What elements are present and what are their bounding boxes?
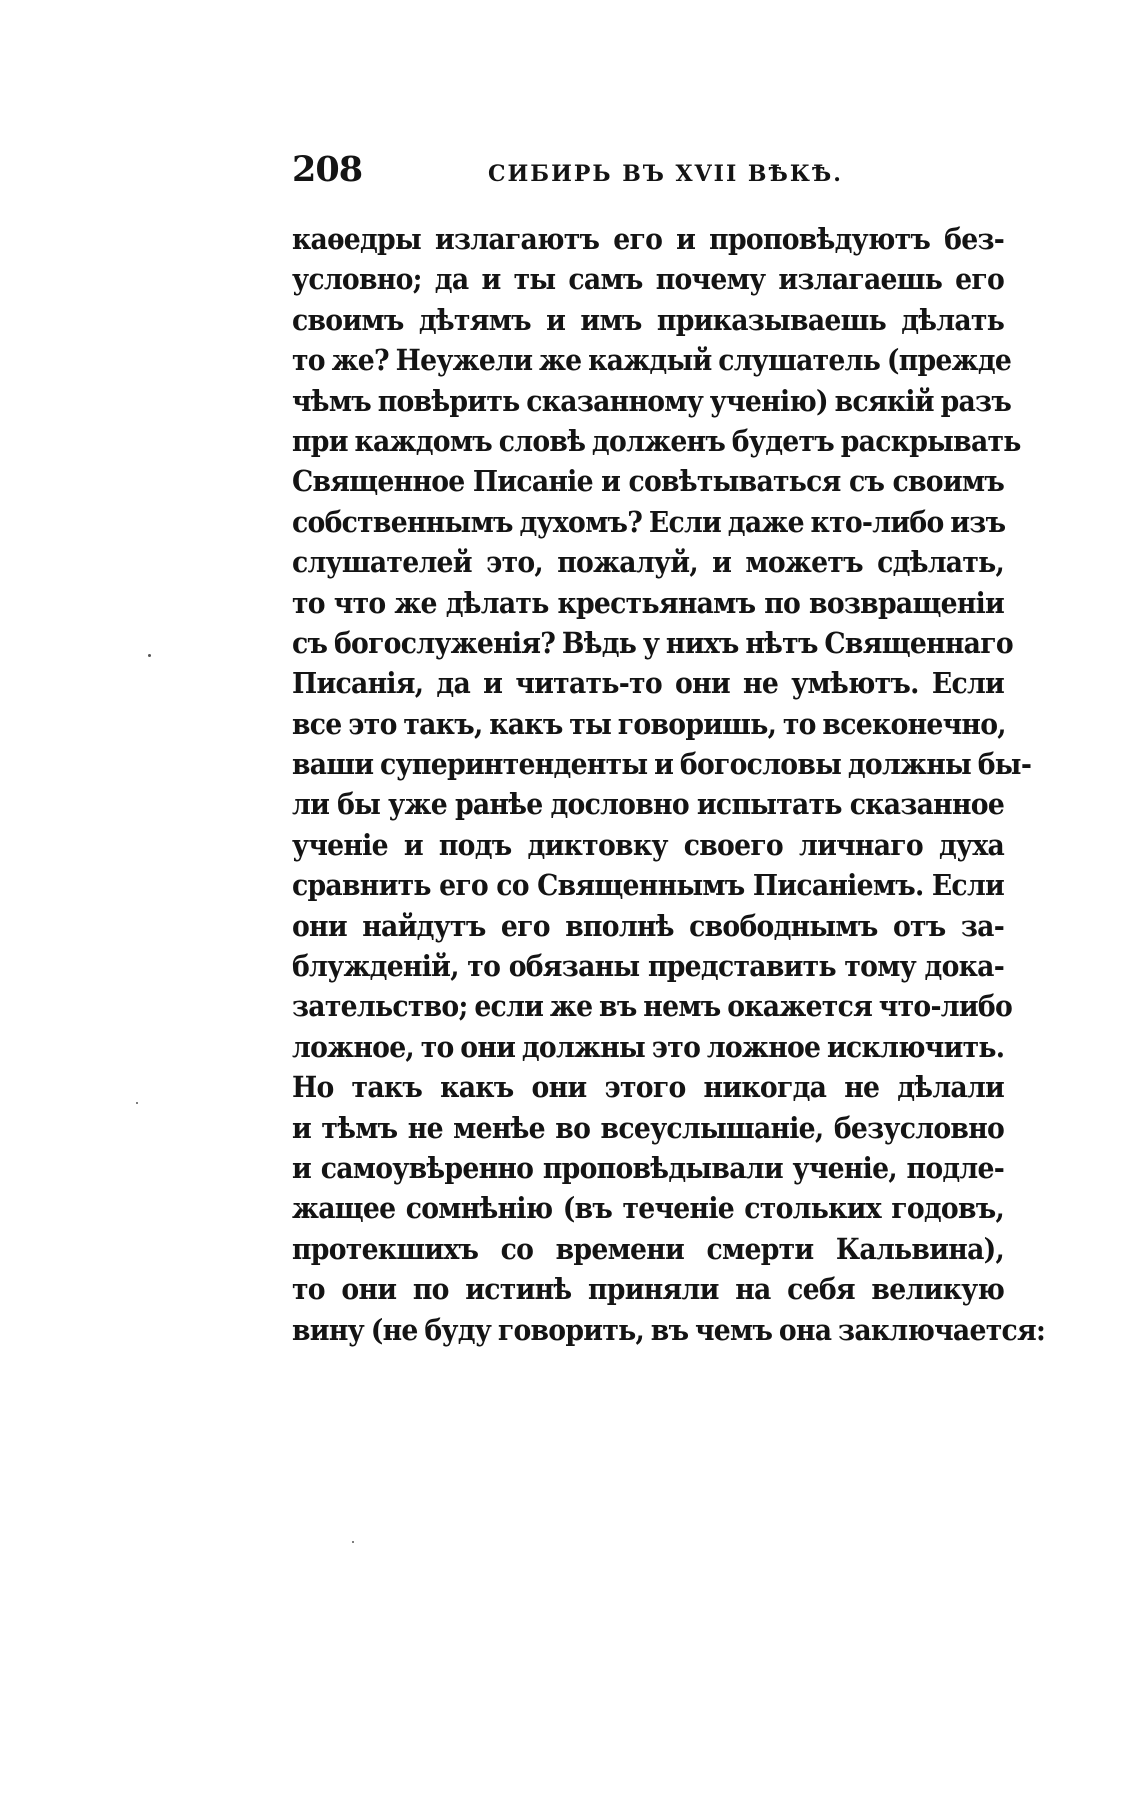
text-line: и тѣмъ не менѣе во всеуслышаніе, безусловно [292,1110,1005,1145]
text-line: жащее сомнѣнію (въ теченіе стольких годовъ, [292,1191,1005,1226]
scan-speck [136,1102,138,1104]
text-line: блужденій, то обязаны представить тому дока- [292,949,1005,984]
text-line: условно; да и ты самъ почему излагаешь его [292,262,1005,297]
text-line: протекшихъ со времени смерти Кальвина), [292,1231,1005,1266]
text-line: ли бы уже ранѣе дословно испытать сказанное [292,787,1005,822]
text-line: чѣмъ повѣрить сказанному ученію) всякій разъ [292,383,1012,418]
text-line: то что же дѣлать крестьянамъ по возвращеніи [292,585,1005,620]
text-line: то они по истинѣ приняли на себя великую [292,1272,1005,1307]
text-line: ваши суперинтенденты и богословы должны бы- [292,747,1032,782]
text-line: каѳедры излагаютъ его и проповѣдуютъ без- [292,222,1005,256]
text-line: сравнить его со Священнымъ Писаніемъ. Если [292,868,1005,903]
body-text [292,219,1046,1350]
text-line: собственнымъ духомъ? Если даже кто-либо изъ [292,504,1006,539]
text-line: съ богослуженія? Вѣдь у нихъ нѣтъ Священнаго [292,625,1013,660]
text-line: ученіе и подъ диктовку своего личнаго духа [292,827,1005,862]
text-line: они найдутъ его вполнѣ свободнымъ отъ за- [292,908,1005,943]
page-header [292,148,1004,200]
text-line: Писанія, да и читать-то они не умѣютъ. Если [292,666,1005,701]
text-line: то же? Неужели же каждый слушатель (прежде [292,343,1012,378]
text-line: Но такъ какъ они этого никогда не дѣлали [292,1070,1005,1105]
text-line: ложное, то они должны это ложное исключить. [292,1029,1005,1064]
text-line: зательство; если же въ немъ окажется что-либо [292,989,1013,1024]
scan-speck [352,1541,354,1543]
text-line: слушателей это, пожалуй, и можетъ сдѣлать, [292,545,1005,580]
text-line: Священное Писаніе и совѣтываться съ своимъ [292,464,1005,499]
text-line: своимъ дѣтямъ и имъ приказываешь дѣлать [292,302,1005,337]
page-number: 208 [292,149,363,190]
scan-speck [148,654,151,657]
text-line: вину (не буду говорить, въ чемъ она заключается: [292,1312,1046,1347]
text-line: при каждомъ словѣ долженъ будетъ раскрывать [292,423,1021,458]
running-title: СИБИРЬ ВЪ XVII ВѢКѢ. [488,161,843,187]
text-line: и самоувѣренно проповѣдывали ученіе, подле- [292,1150,1005,1185]
text-line: все это такъ, какъ ты говоришь, то всеконечно, [292,706,1006,741]
